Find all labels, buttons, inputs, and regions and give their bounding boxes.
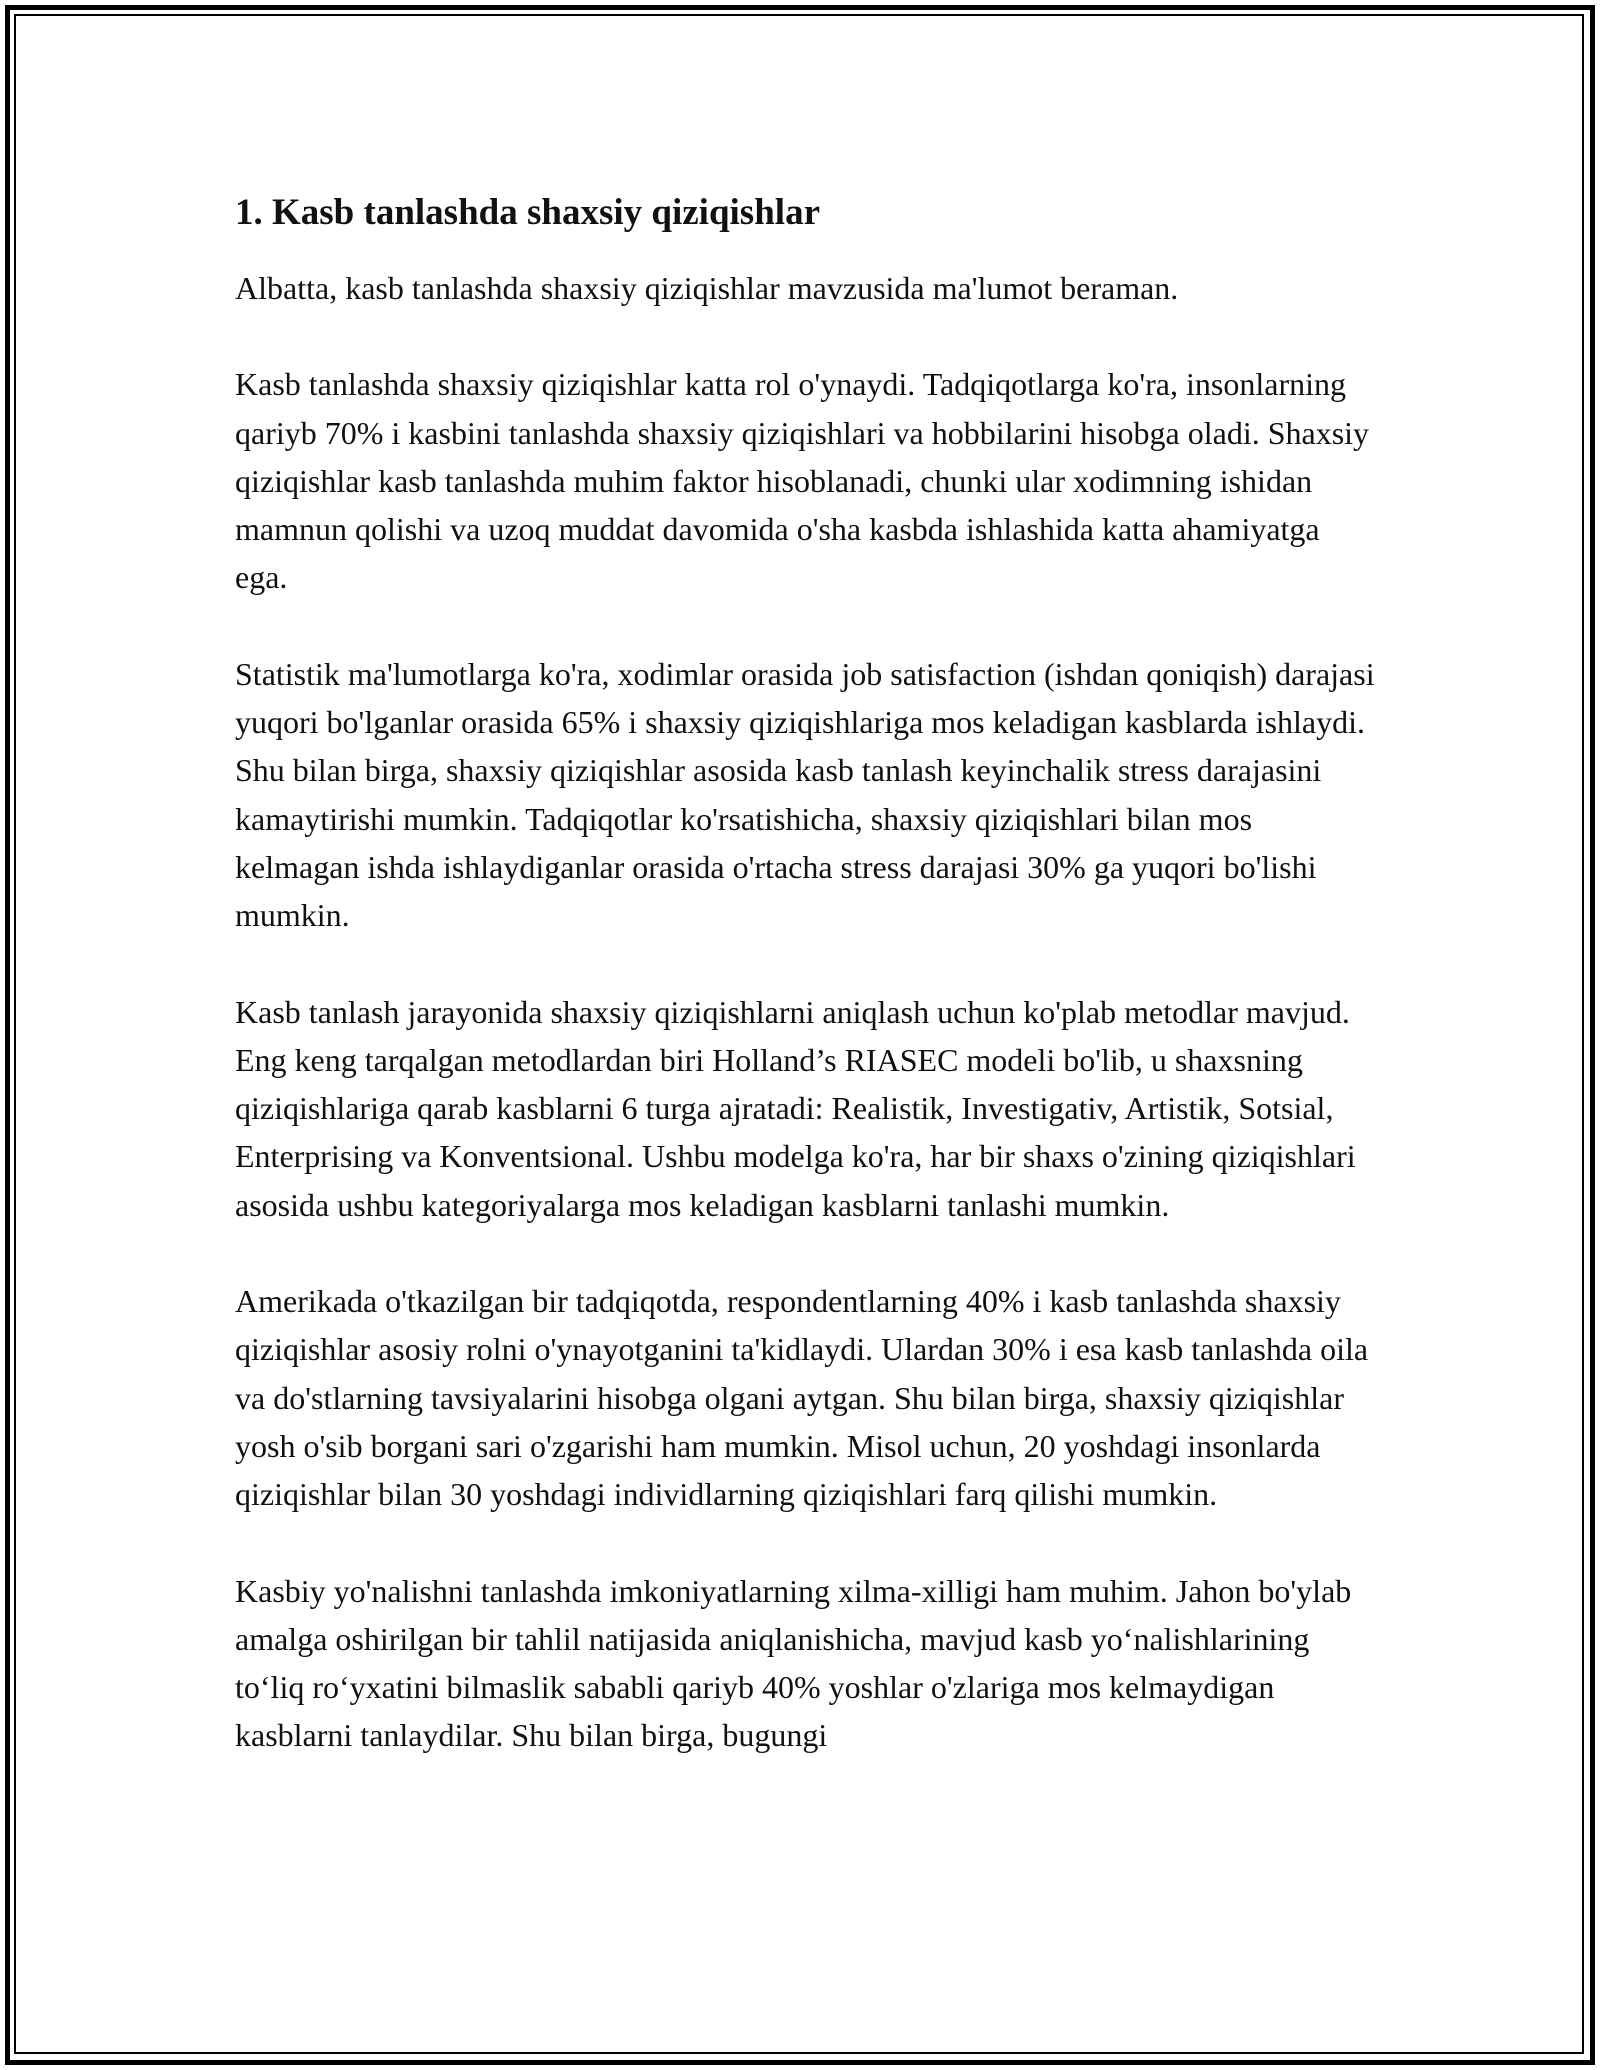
document-body	[235, 186, 1375, 1760]
paragraph-career-options: Kasbiy yo'nalishni tanlashda imkoniyatlarning xilma-xilligi ham muhim. Jahon bo'ylab amalga oshirilgan bir tahlil natijasida aniqlanishicha, mavjud kasb yo‘nalishlarining to‘liq ro‘yxatini bilmaslik sababli qariyb 40% yoshlar o'zlariga mos kelmaydigan kasblarni tanlaydilar. Shu bilan birga, bugungi	[235, 1572, 1352, 1754]
paragraph-role-of-interests: Kasb tanlashda shaxsiy qiziqishlar katta rol o'ynaydi. Tadqiqotlarga ko'ra, insonlarning qariyb 70% i kasbini tanlashda shaxsiy qiziqishlari va hobbilarini hisobga oladi. Shaxsiy qiziqishlar kasb tanlashda muhim faktor hisoblanadi, chunki ular xodimning ishidan mamnun qolishi va uzoq muddat davomida o'sha kasbda ishlashida katta ahamiyatga ega.	[235, 366, 1370, 596]
paragraph-riasec-model: Kasb tanlash jarayonida shaxsiy qiziqishlarni aniqlash uchun ko'plab metodlar mavjud. Eng keng tarqalgan metodlardan biri Holland’s RIASEC modeli bo'lib, u shaxsning qiziqishlariga qarab kasblarni 6 turga ajratadi: Realistik, Investigativ, Artistik, Sotsial, Enterprising va Konventsional. Ushbu modelga ko'ra, har bir shaxs o'zining qiziqishlari asosida ushbu kategoriyalarga mos keladigan kasblarni tanlashi mumkin.	[235, 993, 1356, 1223]
document-title: 1. Kasb tanlashda shaxsiy qiziqishlar	[235, 192, 820, 233]
paragraph-job-satisfaction: Statistik ma'lumotlarga ko'ra, xodimlar orasida job satisfaction (ishdan qoniqish) darajasi yuqori bo'lganlar orasida 65% i shaxsiy qiziqishlariga mos keladigan kasblarda ishlaydi. Shu bilan birga, shaxsiy qiziqishlar asosida kasb tanlash keyinchalik stress darajasini kamaytirishi mumkin. Tadqiqotlar ko'rsatishicha, shaxsiy qiziqishlari bilan mos kelmagan ishda ishlaydiganlar orasida o'rtacha stress darajasi 30% ga yuqori bo'lishi mumkin.	[235, 655, 1375, 934]
paragraph-american-study: Amerikada o'tkazilgan bir tadqiqotda, respondentlarning 40% i kasb tanlashda shaxsiy qiziqishlar asosiy rolni o'ynayotganini ta'kidlaydi. Ulardan 30% i esa kasb tanlashda oila va do'stlarning tavsiyalarini hisobga olgani aytgan. Shu bilan birga, shaxsiy qiziqishlar yosh o'sib borgani sari o'zgarishi ham mumkin. Misol uchun, 20 yoshdagi insonlarda qiziqishlar bilan 30 yoshdagi individlarning qiziqishlari farq qilishi mumkin.	[235, 1283, 1369, 1513]
paragraph-intro: Albatta, kasb tanlashda shaxsiy qiziqishlar mavzusida ma'lumot beraman.	[235, 270, 1179, 306]
